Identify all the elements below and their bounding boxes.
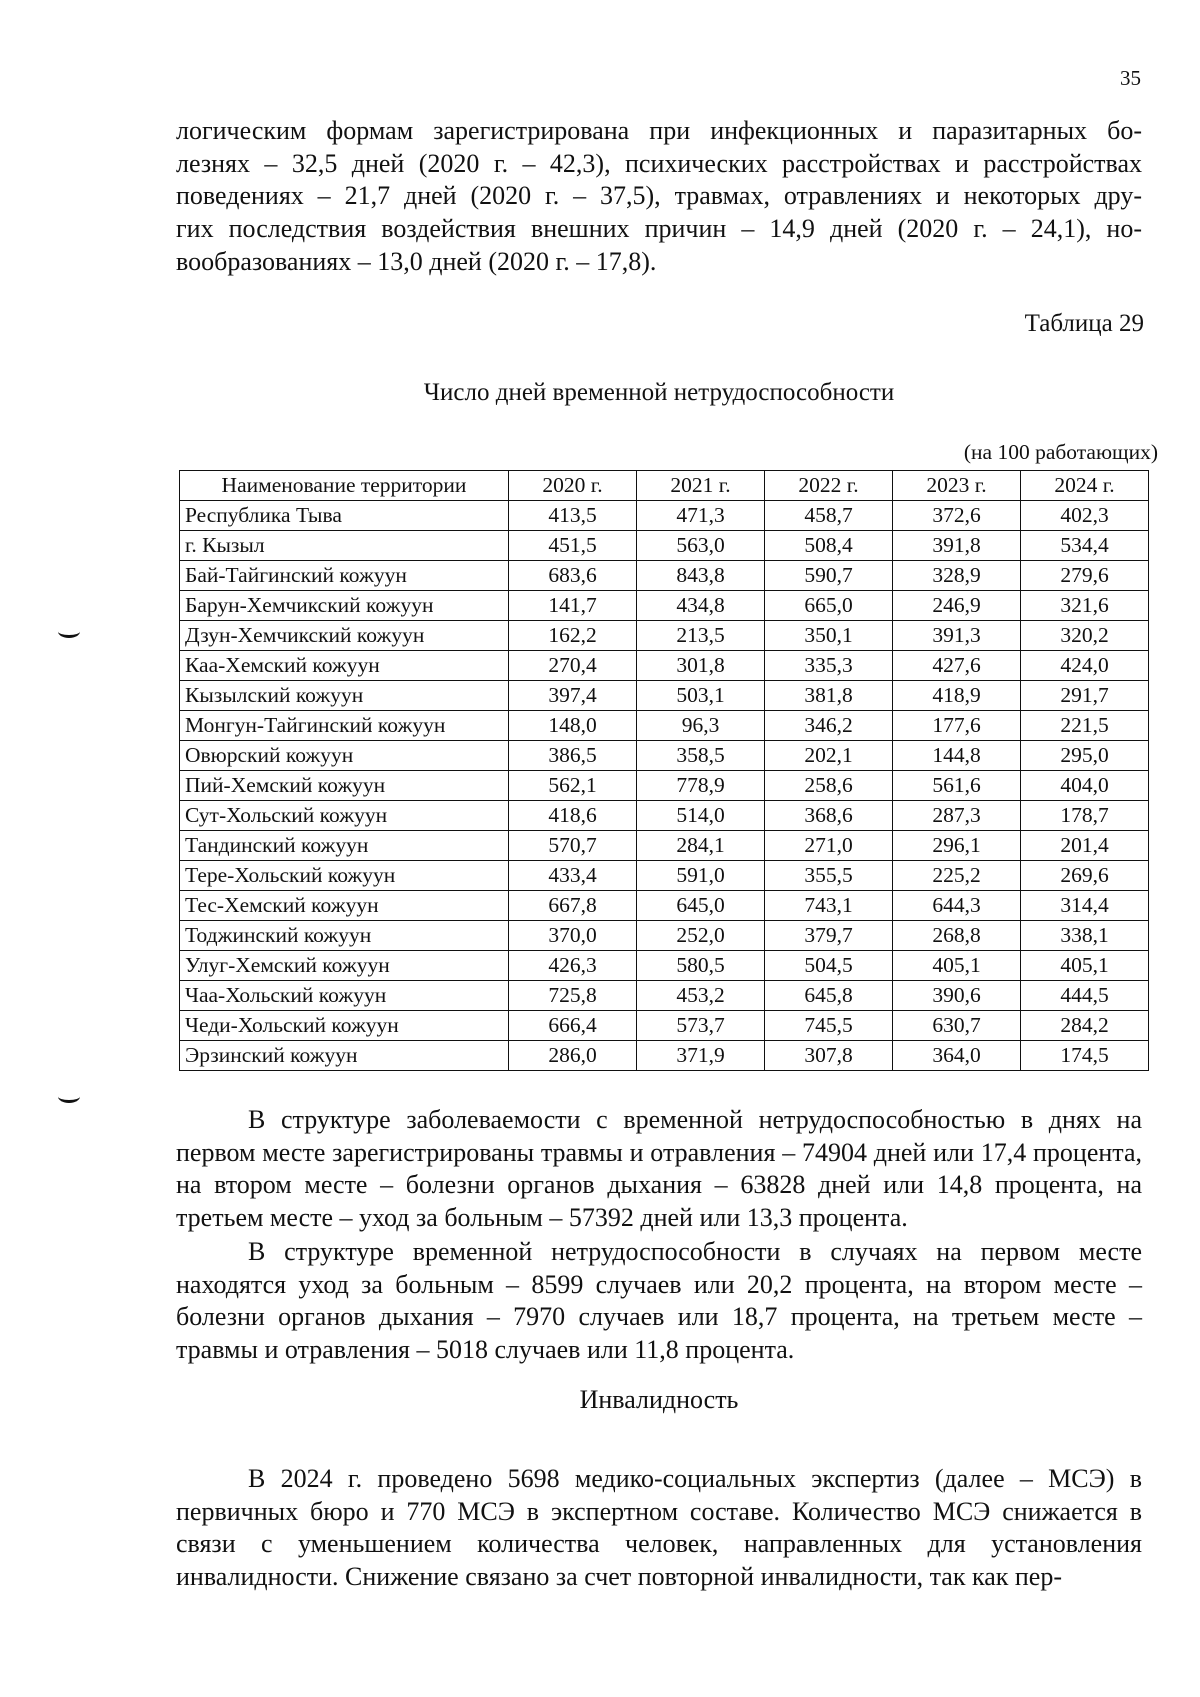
value-cell: 314,4: [1021, 891, 1149, 921]
value-cell: 630,7: [893, 1011, 1021, 1041]
value-cell: 355,5: [765, 861, 893, 891]
header-2024: 2024 г.: [1021, 471, 1149, 501]
intro-line: лезнях – 32,5 дней (2020 г. – 42,3), психических расстройствах и расстройствах: [176, 148, 1142, 178]
header-2021: 2021 г.: [637, 471, 765, 501]
value-cell: 471,3: [637, 501, 765, 531]
value-cell: 284,2: [1021, 1011, 1149, 1041]
value-cell: 427,6: [893, 651, 1021, 681]
value-cell: 778,9: [637, 771, 765, 801]
territory-name-cell: Тоджинский кожуун: [180, 921, 509, 951]
value-cell: 370,0: [509, 921, 637, 951]
value-cell: 665,0: [765, 591, 893, 621]
value-cell: 573,7: [637, 1011, 765, 1041]
territory-name-cell: Чаа-Хольский кожуун: [180, 981, 509, 1011]
table-row: [180, 681, 1149, 711]
value-cell: 534,4: [1021, 531, 1149, 561]
value-cell: 402,3: [1021, 501, 1149, 531]
value-cell: 645,8: [765, 981, 893, 1011]
value-cell: 434,8: [637, 591, 765, 621]
intro-line: вообразованиях – 13,0 дней (2020 г. – 17,8).: [176, 246, 657, 276]
value-cell: 291,7: [1021, 681, 1149, 711]
value-cell: 644,3: [893, 891, 1021, 921]
value-cell: 444,5: [1021, 981, 1149, 1011]
territory-name-cell: Барун-Хемчикский кожуун: [180, 591, 509, 621]
value-cell: 379,7: [765, 921, 893, 951]
header-2023: 2023 г.: [893, 471, 1021, 501]
table-header-row: [180, 471, 1149, 501]
value-cell: 645,0: [637, 891, 765, 921]
value-cell: 371,9: [637, 1041, 765, 1071]
value-cell: 284,1: [637, 831, 765, 861]
table-row: [180, 801, 1149, 831]
value-cell: 580,5: [637, 951, 765, 981]
header-territory: Наименование территории: [180, 471, 509, 501]
paragraph-morbidity-cases: В структуре временной нетрудоспособности в случаях на первом месте находятся уход за больным – 8599 случаев или 20,2 процента, на втором месте – болезни органов дыхания – 7970 случаев или 18,7 процента, на третьем месте – травмы и отравления – 5018 случаев или 11,8 процента.: [176, 1237, 1142, 1365]
value-cell: 453,2: [637, 981, 765, 1011]
value-cell: 368,6: [765, 801, 893, 831]
value-cell: 201,4: [1021, 831, 1149, 861]
table-row: [180, 591, 1149, 621]
table-row: [180, 951, 1149, 981]
value-cell: 451,5: [509, 531, 637, 561]
intro-line: гих последствия воздействия внешних причин – 14,9 дней (2020 г. – 24,1), но-: [176, 214, 1142, 244]
paragraph-morbidity-days: В структуре заболеваемости с временной нетрудоспособностью в днях на первом месте зарегистрированы травмы и отравления – 74904 дней или 17,4 процента, на втором месте – болезни органов дыхания – 63828 дней или 14,8 процента, на третьем месте – уход за больным – 57392 дней или 13,3 процента.: [176, 1105, 1142, 1233]
value-cell: 404,0: [1021, 771, 1149, 801]
scan-mark: [58, 625, 80, 638]
value-cell: 390,6: [893, 981, 1021, 1011]
value-cell: 213,5: [637, 621, 765, 651]
intro-line: логическим формам зарегистрирована при инфекционных и паразитарных бо-: [176, 116, 1142, 145]
territory-name-cell: Сут-Хольский кожуун: [180, 801, 509, 831]
table-row: [180, 921, 1149, 951]
value-cell: 177,6: [893, 711, 1021, 741]
territory-name-cell: Овюрский кожуун: [180, 741, 509, 771]
value-cell: 301,8: [637, 651, 765, 681]
territory-name-cell: Тандинский кожуун: [180, 831, 509, 861]
value-cell: 391,8: [893, 531, 1021, 561]
value-cell: 405,1: [1021, 951, 1149, 981]
territory-name-cell: Тес-Хемский кожуун: [180, 891, 509, 921]
value-cell: 148,0: [509, 711, 637, 741]
value-cell: 590,7: [765, 561, 893, 591]
value-cell: 269,6: [1021, 861, 1149, 891]
value-cell: 562,1: [509, 771, 637, 801]
territory-name-cell: Чеди-Хольский кожуун: [180, 1011, 509, 1041]
table-row: [180, 1041, 1149, 1071]
page-number: 35: [1120, 66, 1141, 90]
value-cell: 320,2: [1021, 621, 1149, 651]
value-cell: 397,4: [509, 681, 637, 711]
table-row: [180, 771, 1149, 801]
value-cell: 745,5: [765, 1011, 893, 1041]
value-cell: 386,5: [509, 741, 637, 771]
value-cell: 433,4: [509, 861, 637, 891]
table-row: [180, 891, 1149, 921]
value-cell: 202,1: [765, 741, 893, 771]
territory-name-cell: Республика Тыва: [180, 501, 509, 531]
value-cell: 162,2: [509, 621, 637, 651]
data-table: [179, 470, 1149, 1071]
value-cell: 424,0: [1021, 651, 1149, 681]
value-cell: 295,0: [1021, 741, 1149, 771]
value-cell: 174,5: [1021, 1041, 1149, 1071]
value-cell: 141,7: [509, 591, 637, 621]
value-cell: 743,1: [765, 891, 893, 921]
territory-name-cell: Улуг-Хемский кожуун: [180, 951, 509, 981]
value-cell: 346,2: [765, 711, 893, 741]
value-cell: 328,9: [893, 561, 1021, 591]
table-body: [180, 501, 1149, 1071]
value-cell: 725,8: [509, 981, 637, 1011]
value-cell: 350,1: [765, 621, 893, 651]
scan-mark: [58, 1090, 80, 1103]
table-row: [180, 711, 1149, 741]
value-cell: 504,5: [765, 951, 893, 981]
value-cell: 358,5: [637, 741, 765, 771]
table-row: [180, 651, 1149, 681]
territory-name-cell: Дзун-Хемчикский кожуун: [180, 621, 509, 651]
value-cell: 514,0: [637, 801, 765, 831]
value-cell: 381,8: [765, 681, 893, 711]
territory-name-cell: Кызылский кожуун: [180, 681, 509, 711]
value-cell: 221,5: [1021, 711, 1149, 741]
table-row: [180, 1011, 1149, 1041]
value-cell: 667,8: [509, 891, 637, 921]
value-cell: 246,9: [893, 591, 1021, 621]
value-cell: 561,6: [893, 771, 1021, 801]
value-cell: 372,6: [893, 501, 1021, 531]
table-row: [180, 501, 1149, 531]
table-row: [180, 861, 1149, 891]
value-cell: 225,2: [893, 861, 1021, 891]
territory-name-cell: Монгун-Тайгинский кожуун: [180, 711, 509, 741]
intro-paragraph: [176, 115, 1142, 279]
table-row: [180, 561, 1149, 591]
territory-name-cell: г. Кызыл: [180, 531, 509, 561]
value-cell: 391,3: [893, 621, 1021, 651]
value-cell: 296,1: [893, 831, 1021, 861]
territory-name-cell: Пий-Хемский кожуун: [180, 771, 509, 801]
value-cell: 287,3: [893, 801, 1021, 831]
territory-name-cell: Тере-Хольский кожуун: [180, 861, 509, 891]
value-cell: 418,9: [893, 681, 1021, 711]
territory-name-cell: Каа-Хемский кожуун: [180, 651, 509, 681]
value-cell: 307,8: [765, 1041, 893, 1071]
value-cell: 418,6: [509, 801, 637, 831]
value-cell: 591,0: [637, 861, 765, 891]
value-cell: 271,0: [765, 831, 893, 861]
value-cell: 570,7: [509, 831, 637, 861]
value-cell: 258,6: [765, 771, 893, 801]
table-units: (на 100 работающих): [963, 440, 1158, 464]
table-row: [180, 621, 1149, 651]
value-cell: 252,0: [637, 921, 765, 951]
value-cell: 364,0: [893, 1041, 1021, 1071]
value-cell: 270,4: [509, 651, 637, 681]
table-title: Число дней временной нетрудоспособности: [423, 379, 895, 406]
value-cell: 508,4: [765, 531, 893, 561]
territory-name-cell: Бай-Тайгинский кожуун: [180, 561, 509, 591]
value-cell: 144,8: [893, 741, 1021, 771]
intro-line: поведениях – 21,7 дней (2020 г. – 37,5), травмах, отравлениях и некоторых дру-: [176, 181, 1142, 211]
value-cell: 683,6: [509, 561, 637, 591]
value-cell: 405,1: [893, 951, 1021, 981]
value-cell: 338,1: [1021, 921, 1149, 951]
table-label: Таблица 29: [1024, 310, 1144, 337]
territory-name-cell: Эрзинский кожуун: [180, 1041, 509, 1071]
table-row: [180, 981, 1149, 1011]
value-cell: 96,3: [637, 711, 765, 741]
value-cell: 286,0: [509, 1041, 637, 1071]
value-cell: 268,8: [893, 921, 1021, 951]
value-cell: 563,0: [637, 531, 765, 561]
value-cell: 458,7: [765, 501, 893, 531]
value-cell: 335,3: [765, 651, 893, 681]
header-2022: 2022 г.: [765, 471, 893, 501]
section-heading: Инвалидность: [579, 1385, 739, 1414]
value-cell: 843,8: [637, 561, 765, 591]
header-2020: 2020 г.: [509, 471, 637, 501]
table-row: [180, 831, 1149, 861]
value-cell: 666,4: [509, 1011, 637, 1041]
value-cell: 503,1: [637, 681, 765, 711]
value-cell: 321,6: [1021, 591, 1149, 621]
paragraph-disability: В 2024 г. проведено 5698 медико-социальных экспертиз (далее – МСЭ) в первичных бюро и 770 МСЭ в экспертном составе. Количество МСЭ снижается в связи с уменьшением количества человек, направленных для установления инвалидности. Снижение связано за счет повторной инвалидности, так как пер-: [176, 1464, 1142, 1592]
table-row: [180, 531, 1149, 561]
value-cell: 413,5: [509, 501, 637, 531]
value-cell: 426,3: [509, 951, 637, 981]
value-cell: 178,7: [1021, 801, 1149, 831]
value-cell: 279,6: [1021, 561, 1149, 591]
table-row: [180, 741, 1149, 771]
